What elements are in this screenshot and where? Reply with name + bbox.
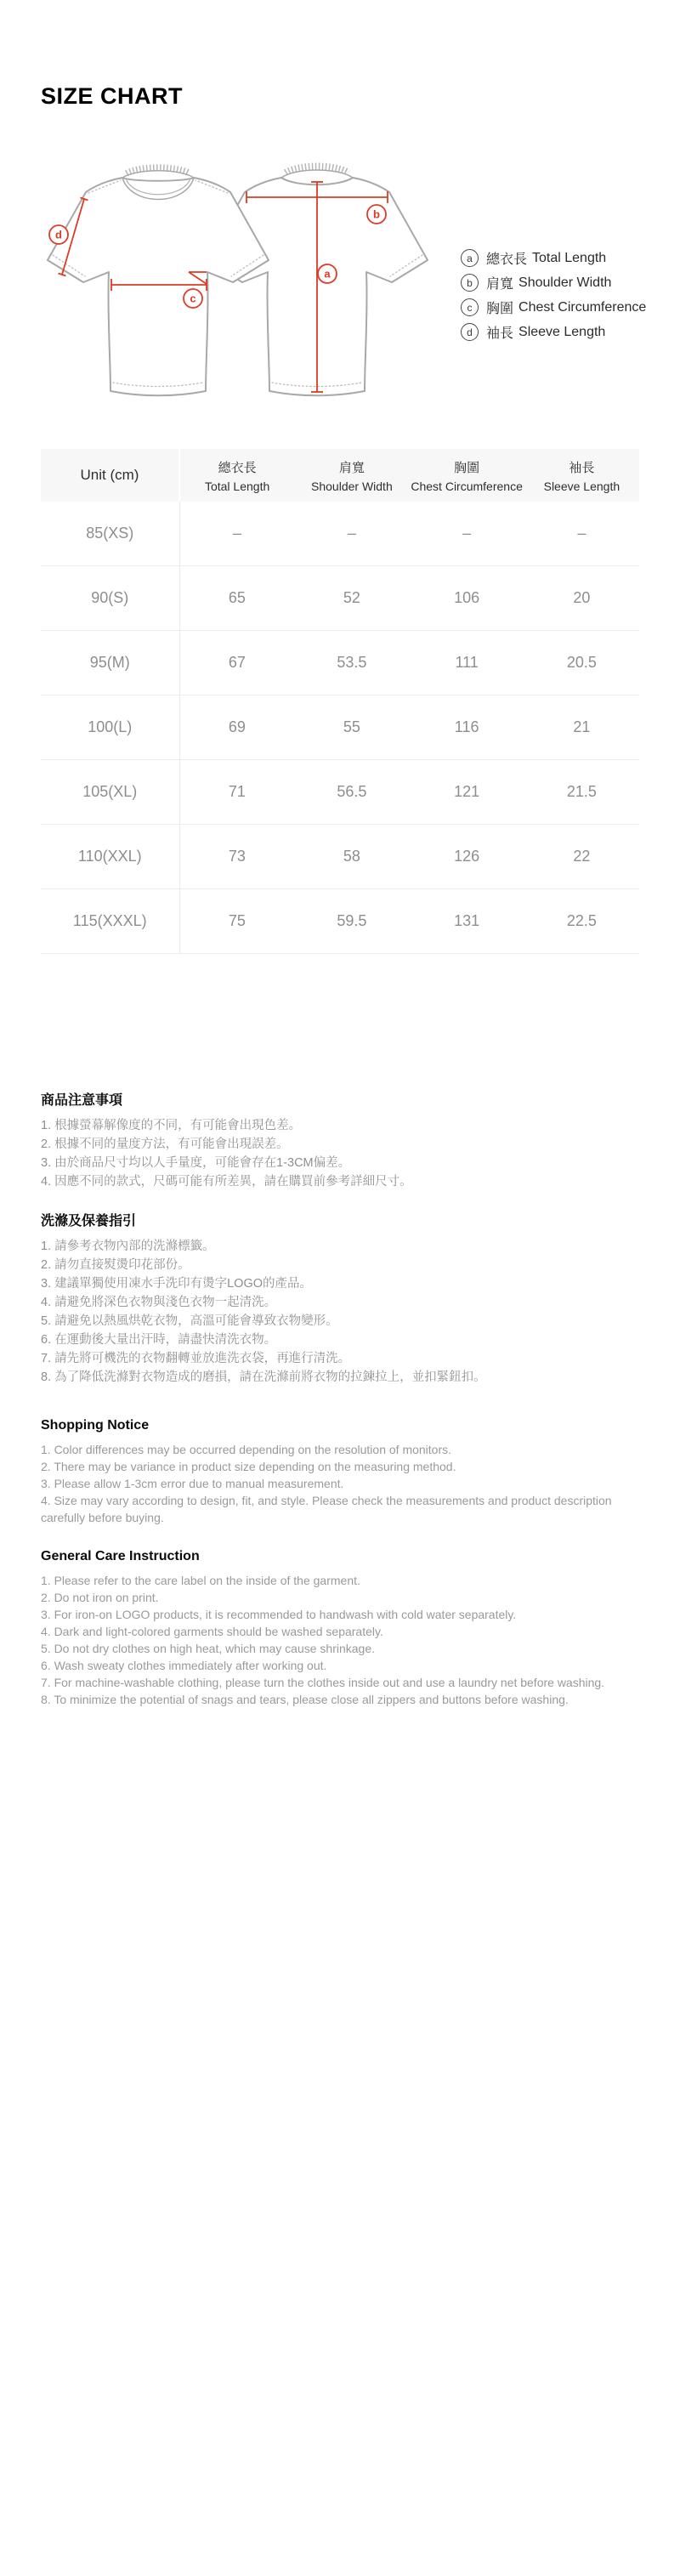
note-item: 4. Size may vary according to design, fit, and style. Please check the measurements and product description carefully before buying.	[41, 1494, 612, 1524]
measurement-cell: –	[410, 502, 524, 566]
measurement-cell: 111	[410, 631, 524, 695]
measurement-cell: 21.5	[524, 760, 639, 825]
size-label-cell: 110(XXL)	[41, 825, 179, 889]
measurement-cell: 75	[179, 889, 294, 954]
legend-item	[461, 246, 646, 270]
note-item: 8. 為了降低洗滌對衣物造成的磨損，請在洗滌前將衣物的拉鍊拉上，並扣緊鈕扣。	[41, 1370, 486, 1384]
column-header-zh: 胸圍	[454, 460, 480, 475]
note-item: 1. Color differences may be occurred depending on the resolution of monitors.	[41, 1443, 452, 1456]
note-item: 1. Please refer to the care label on the inside of the garment.	[41, 1574, 360, 1587]
measurement-cell: 67	[179, 631, 294, 695]
table-row	[41, 631, 639, 695]
table-row	[41, 502, 639, 566]
legend-label-zh: 總衣長	[486, 252, 528, 267]
column-header-en: Sleeve Length	[543, 479, 620, 493]
column-header-en: Shoulder Width	[311, 479, 393, 493]
note-item: 2. There may be variance in product size depending on the measuring method.	[41, 1460, 456, 1473]
note-item: 3. For iron-on LOGO products, it is recommended to handwash with cold water separately.	[41, 1608, 517, 1621]
note-item: 5. 請避免以熱風烘乾衣物，高溫可能會導致衣物變形。	[41, 1314, 338, 1328]
tshirt-back	[207, 167, 428, 396]
column-header	[410, 449, 524, 502]
size-label-cell: 90(S)	[41, 566, 179, 631]
column-header	[179, 449, 294, 502]
measurement-cell: 22.5	[524, 889, 639, 954]
note-item: 6. 在運動後大量出汗時，請盡快清洗衣物。	[41, 1333, 277, 1347]
notes-list	[41, 1116, 639, 1191]
measurement-cell: 121	[410, 760, 524, 825]
column-header	[294, 449, 409, 502]
size-label-cell: 85(XS)	[41, 502, 179, 566]
notes-sections	[41, 1092, 639, 1708]
note-item: 4. 請避免將深色衣物與淺色衣物一起清洗。	[41, 1296, 277, 1309]
column-header-zh: 袖長	[569, 460, 595, 475]
size-label-cell: 95(M)	[41, 631, 179, 695]
measurement-cell: 73	[179, 825, 294, 889]
size-table	[41, 449, 639, 954]
legend-item	[461, 320, 646, 344]
legend-label-en: Shoulder Width	[518, 275, 612, 290]
svg-text:d: d	[55, 228, 62, 241]
tshirt-front	[48, 167, 269, 395]
legend-label-zh: 胸圍	[486, 302, 514, 316]
notes-section	[41, 1417, 639, 1526]
note-item: 7. 請先將可機洗的衣物翻轉並放進洗衣袋，再進行清洗。	[41, 1352, 351, 1365]
legend-letter-icon: a	[461, 249, 479, 267]
column-header-en: Total Length	[204, 479, 270, 493]
note-item: 3. 由於商品尺寸均以人手量度，可能會存在1-3CM偏差。	[41, 1156, 351, 1170]
measurement-cell: 20.5	[524, 631, 639, 695]
measurement-cell: 116	[410, 695, 524, 760]
measurement-diagram	[41, 156, 647, 436]
measurement-cell: 21	[524, 695, 639, 760]
notes-list	[41, 1441, 639, 1526]
measurement-cell: 53.5	[294, 631, 409, 695]
measurement-cell: 106	[410, 566, 524, 631]
legend-label-zh: 肩寬	[486, 277, 514, 292]
measurement-cell: 65	[179, 566, 294, 631]
notes-section	[41, 1092, 639, 1191]
note-item: 3. 建議單獨使用凍水手洗印有燙字LOGO的產品。	[41, 1277, 313, 1291]
column-header-zh: 總衣長	[218, 460, 257, 475]
note-item: 8. To minimize the potential of snags and tears, please close all zippers and buttons before washing.	[41, 1693, 569, 1706]
note-item: 2. 請勿直接熨燙印花部份。	[41, 1258, 190, 1272]
measurement-cell: –	[524, 502, 639, 566]
measurement-cell: 126	[410, 825, 524, 889]
size-table-header-row	[41, 449, 639, 502]
note-item: 3. Please allow 1-3cm error due to manual measurement.	[41, 1477, 344, 1490]
note-item: 1. 根據螢幕解像度的不同，有可能會出現色差。	[41, 1119, 302, 1132]
unit-header: Unit (cm)	[41, 449, 179, 502]
svg-text:c: c	[190, 292, 196, 305]
svg-text:a: a	[324, 267, 331, 281]
measurement-cell: 131	[410, 889, 524, 954]
legend-item	[461, 295, 646, 320]
measurement-cell: –	[294, 502, 409, 566]
legend-label-en: Chest Circumference	[518, 299, 647, 315]
column-header	[524, 449, 639, 502]
table-row	[41, 566, 639, 631]
notes-heading: Shopping Notice	[41, 1418, 150, 1433]
table-row	[41, 825, 639, 889]
note-item: 4. 因應不同的款式，尺碼可能有所差異，請在購買前參考詳細尺寸。	[41, 1175, 412, 1189]
notes-list	[41, 1572, 639, 1708]
legend-label-en: Total Length	[532, 250, 607, 265]
measurement-cell: 55	[294, 695, 409, 760]
measurement-cell: 71	[179, 760, 294, 825]
page-title: SIZE CHART	[41, 83, 183, 109]
table-row	[41, 695, 639, 760]
size-label-cell: 100(L)	[41, 695, 179, 760]
tshirt-front-back-illustration	[39, 156, 439, 411]
note-item: 4. Dark and light-colored garments should be washed separately.	[41, 1625, 383, 1638]
notes-heading: General Care Instruction	[41, 1549, 200, 1563]
measurement-cell: 58	[294, 825, 409, 889]
measurement-legend	[461, 246, 646, 344]
legend-label-en: Sleeve Length	[518, 324, 606, 339]
note-item: 6. Wash sweaty clothes immediately after working out.	[41, 1659, 327, 1672]
measurement-cell: –	[179, 502, 294, 566]
legend-label-zh: 袖長	[486, 326, 514, 341]
column-header-zh: 肩寬	[338, 460, 365, 475]
size-label-cell: 115(XXXL)	[41, 889, 179, 954]
notes-list	[41, 1237, 639, 1387]
measurement-cell: 59.5	[294, 889, 409, 954]
measurement-cell: 52	[294, 566, 409, 631]
note-item: 7. For machine-washable clothing, please turn the clothes inside out and use a laundry net before washing.	[41, 1676, 605, 1689]
measurement-cell: 69	[179, 695, 294, 760]
size-label-cell: 105(XL)	[41, 760, 179, 825]
notes-heading: 洗滌及保養指引	[41, 1214, 137, 1228]
legend-item	[461, 270, 646, 295]
legend-letter-icon: b	[461, 274, 479, 292]
svg-text:b: b	[373, 207, 380, 221]
notes-section	[41, 1548, 639, 1708]
legend-letter-icon: c	[461, 298, 479, 316]
legend-letter-icon: d	[461, 323, 479, 341]
table-row	[41, 760, 639, 825]
note-item: 1. 請參考衣物內部的洗滌標籤。	[41, 1240, 215, 1253]
table-row	[41, 889, 639, 954]
column-header-en: Chest Circumference	[411, 479, 523, 493]
measurement-cell: 22	[524, 825, 639, 889]
note-item: 5. Do not dry clothes on high heat, which may cause shrinkage.	[41, 1642, 375, 1655]
note-item: 2. 根據不同的量度方法，有可能會出現誤差。	[41, 1138, 289, 1151]
note-item: 2. Do not iron on print.	[41, 1591, 159, 1604]
notes-section	[41, 1213, 639, 1387]
measurement-cell: 56.5	[294, 760, 409, 825]
notes-heading: 商品注意事項	[41, 1093, 123, 1108]
measurement-cell: 20	[524, 566, 639, 631]
